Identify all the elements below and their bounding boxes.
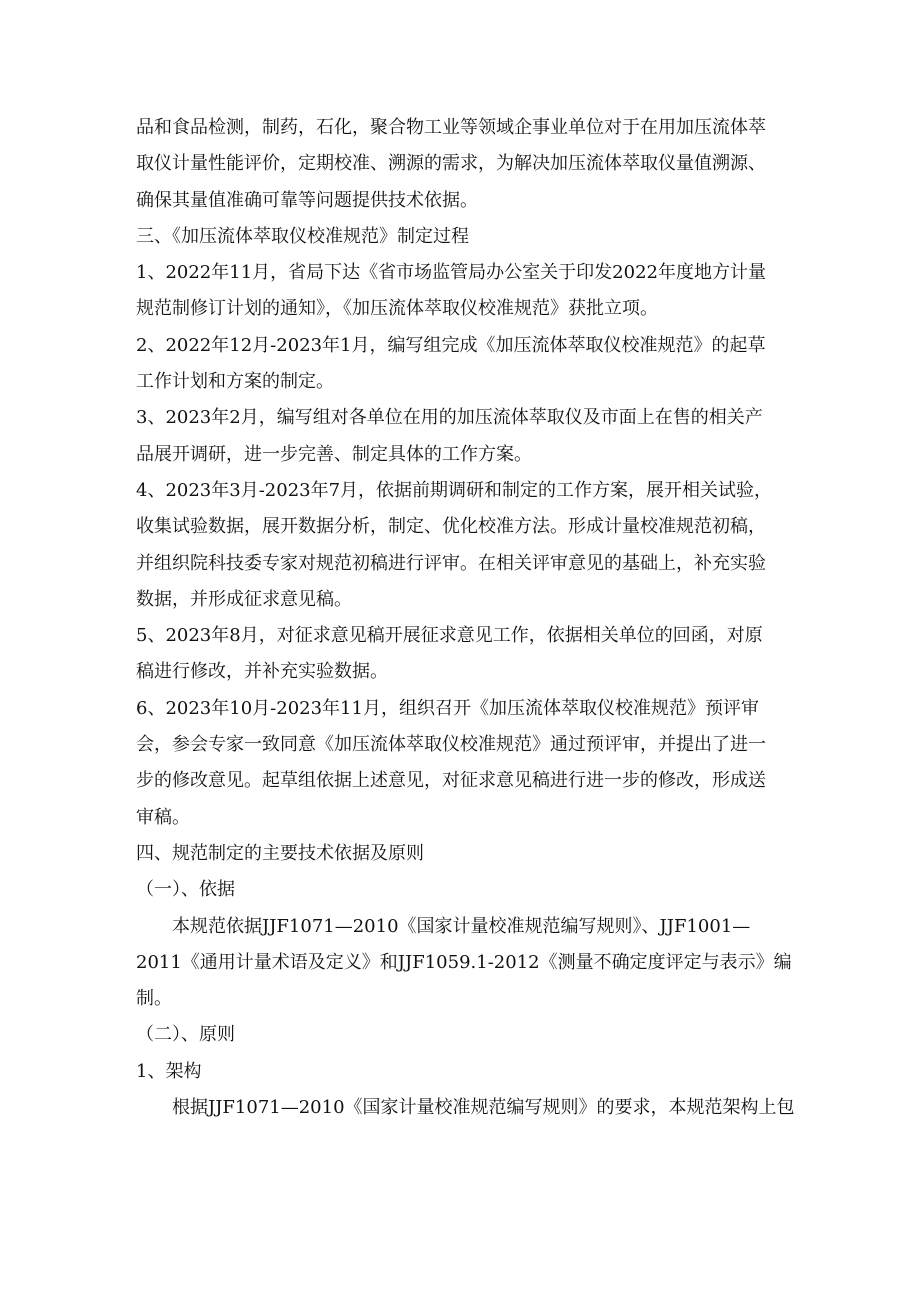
text-line: 数据，并形成征求意见稿。 xyxy=(136,588,352,610)
text-line: 品和食品检测，制药，石化，聚合物工业等领域企事业单位对于在用加压流体萃 xyxy=(136,117,766,138)
section-heading: 四、规范制定的主要技术依据及原则 xyxy=(136,842,424,864)
text-line: 会，参会专家一致同意《加压流体萃取仪校准规范》通过预评审，并提出了进一 xyxy=(136,734,766,756)
subsection-heading: （一）、依据 xyxy=(136,879,235,901)
text-line: 收集试验数据，展开数据分析，制定、优化校准方法。形成计量校准规范初稿， xyxy=(136,516,766,538)
text-line: 本规范依据JJF1071—2010《国家计量校准规范编写规则》、JJF1001— xyxy=(172,915,751,937)
text-line: 3、2023年2月，编写组对各单位在用的加压流体萃取仪及市面上在售的相关产 xyxy=(136,407,763,429)
subsection-heading: 1、架构 xyxy=(136,1060,202,1082)
text-line: 审稿。 xyxy=(136,806,190,828)
text-line: 制。 xyxy=(136,988,172,1010)
text-line: 2、2022年12月-2023年1月，编写组完成《加压流体萃取仪校准规范》的起草 xyxy=(136,334,766,356)
text-line: 取仪计量性能评价，定期校准、溯源的需求，为解决加压流体萃取仪量值溯源、 xyxy=(136,153,766,175)
text-line: 根据JJF1071—2010《国家计量校准规范编写规则》的要求，本规范架构上包 xyxy=(172,1097,795,1119)
text-line: 并组织院科技委专家对规范初稿进行评审。在相关评审意见的基础上，补充实验 xyxy=(136,552,766,574)
text-line: 工作计划和方案的制定。 xyxy=(136,371,334,393)
text-line: 1、2022年11月，省局下达《省市场监管局办公室关于印发2022年度地方计量 xyxy=(136,262,766,284)
text-line: 步的修改意见。起草组依据上述意见，对征求意见稿进行进一步的修改，形成送 xyxy=(136,770,766,792)
text-line: 品展开调研，进一步完善、制定具体的工作方案。 xyxy=(136,443,532,465)
section-heading: 三、《加压流体萃取仪校准规范》制定过程 xyxy=(136,225,469,247)
text-line: 6、2023年10月-2023年11月，组织召开《加压流体萃取仪校准规范》预评审 xyxy=(136,697,759,719)
text-line: 4、2023年3月-2023年7月，依据前期调研和制定的工作方案，展开相关试验， xyxy=(136,479,773,501)
text-line: 稿进行修改，并补充实验数据。 xyxy=(136,661,388,683)
text-line: 规范制修订计划的通知》，《加压流体萃取仪校准规范》获批立项。 xyxy=(136,298,658,320)
text-line: 确保其量值准确可靠等问题提供技术依据。 xyxy=(136,189,478,211)
text-line: 5、2023年8月，对征求意见稿开展征求意见工作，依据相关单位的回函，对原 xyxy=(136,625,763,647)
body-text xyxy=(136,110,796,1126)
subsection-heading: （二）、原则 xyxy=(136,1024,235,1046)
text-line: 2011《通用计量术语及定义》和JJF1059.1-2012《测量不确定度评定与表示》编 xyxy=(136,951,792,973)
